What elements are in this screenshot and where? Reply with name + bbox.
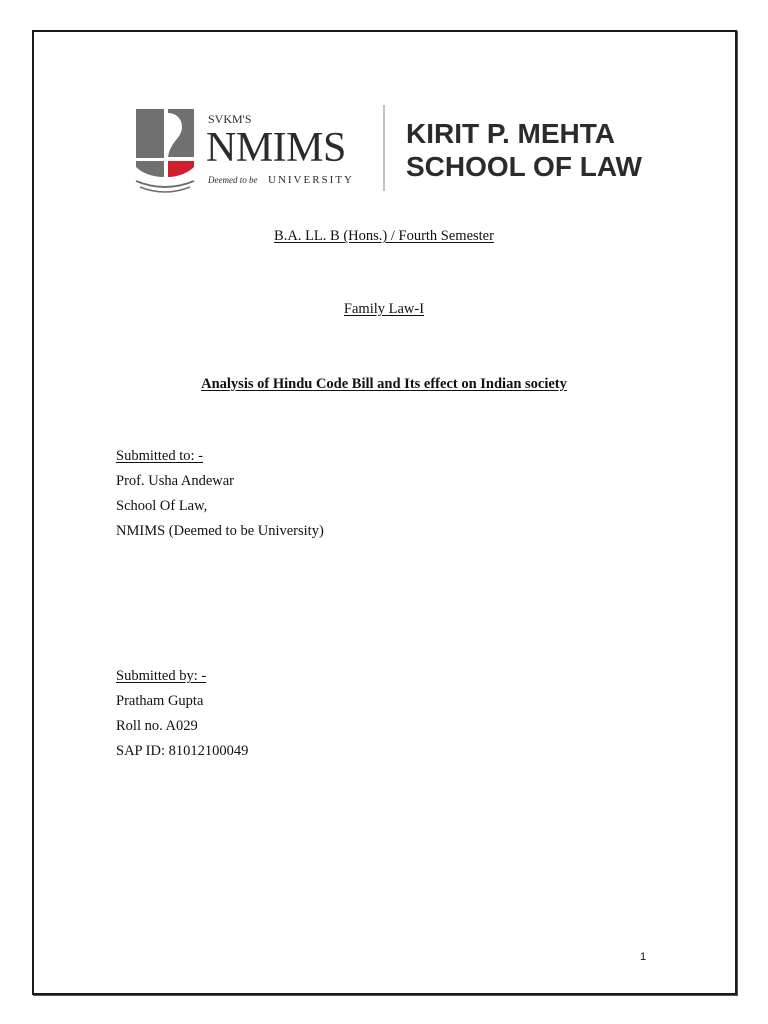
submitted-by-sap: SAP ID: 81012100049 — [116, 743, 249, 759]
logo-nmims: NMIMS — [206, 125, 346, 171]
page-number: 1 — [640, 951, 647, 963]
submitted-by-block — [116, 664, 248, 764]
logo-school-line1: KIRIT P. MEHTA — [406, 118, 615, 149]
program-line: B.A. LL. B (Hons.) / Fourth Semester — [274, 228, 494, 244]
logo-deemed: Deemed to be — [208, 175, 258, 185]
logo-svkm: SVKM'S — [208, 112, 252, 126]
submitted-by-roll: Roll no. A029 — [116, 718, 198, 734]
submitted-by-label: Submitted by: - — [116, 668, 207, 684]
logo-university: UNIVERSITY — [268, 174, 354, 186]
submitted-by-name: Pratham Gupta — [116, 693, 204, 709]
assignment-title: Analysis of Hindu Code Bill and Its effect on Indian society — [201, 376, 567, 392]
shield-emblem-icon — [136, 109, 194, 192]
submitted-to-label: Submitted to: - — [116, 448, 203, 464]
logo-school-line2: SCHOOL OF LAW — [406, 151, 642, 182]
subject-line: Family Law-I — [343, 301, 425, 317]
nmims-law-school-logo — [134, 103, 644, 195]
submitted-to-university: NMIMS (Deemed to be University) — [116, 523, 324, 539]
submitted-to-name: Prof. Usha Andewar — [116, 473, 234, 489]
submitted-to-block — [116, 444, 324, 544]
submitted-to-school: School Of Law, — [116, 498, 208, 514]
